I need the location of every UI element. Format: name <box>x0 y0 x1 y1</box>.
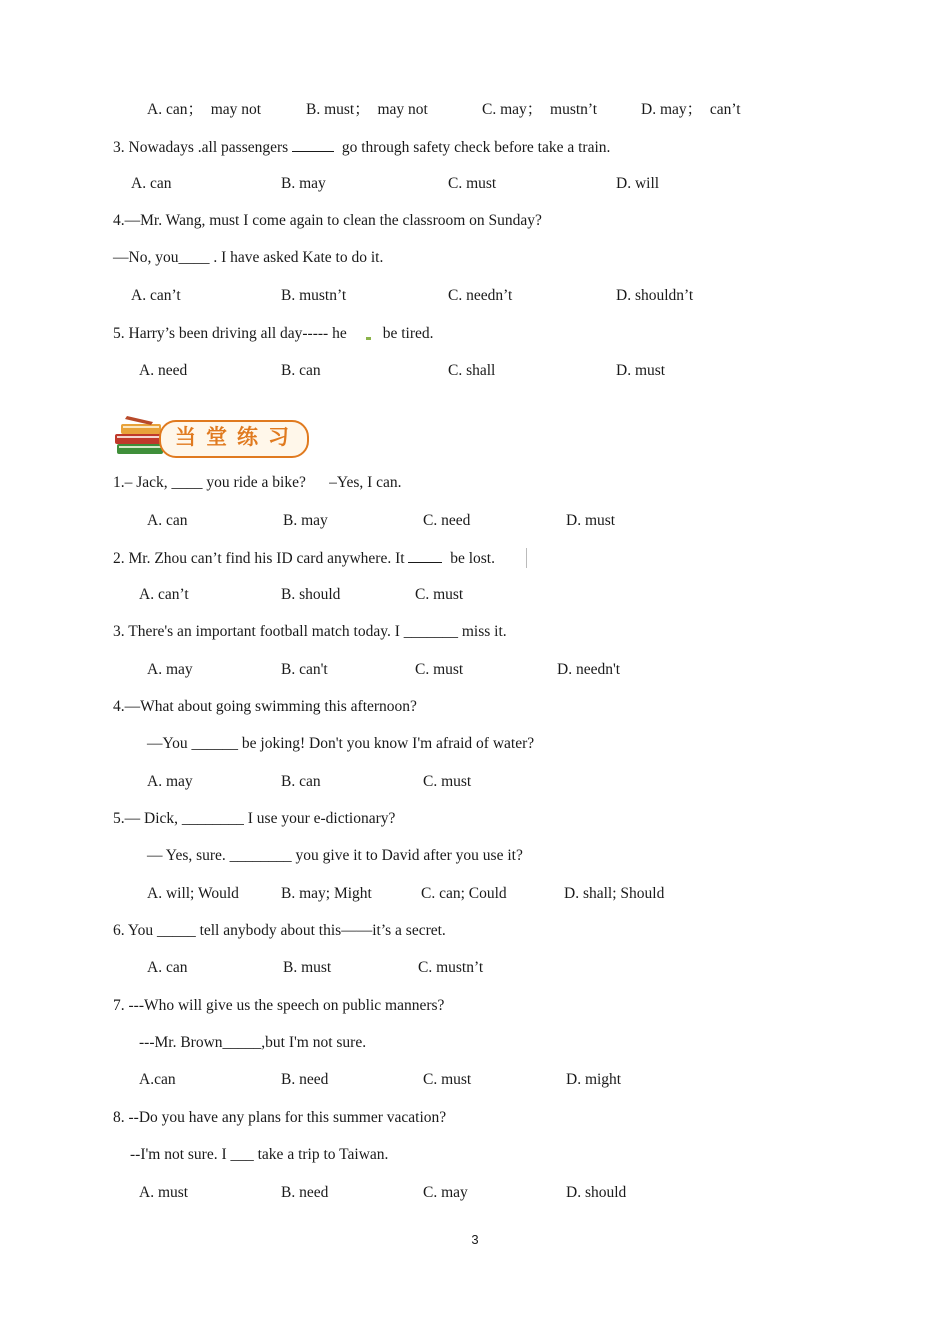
question-stem: 5.— Dick, ________ I use your e-dictionary? <box>113 810 396 827</box>
option-b: B. should <box>281 586 341 603</box>
option-a: A. may <box>147 661 193 678</box>
option-a: A. can； may not <box>147 101 262 118</box>
question-stem: 2. Mr. Zhou can’t find his ID card anywhere. It be lost. <box>113 550 495 567</box>
option-d: D. needn't <box>557 661 621 678</box>
option-b: B. must； may not <box>306 101 428 118</box>
question-stem: 3. Nowadays .all passengers go through safety check before take a train. <box>113 139 611 156</box>
option-a: A. may <box>147 773 193 790</box>
option-a: A. can <box>147 959 188 976</box>
question-response: --I'm not sure. I ___ take a trip to Taiwan. <box>130 1146 389 1163</box>
section-banner <box>113 412 309 462</box>
option-d: D. will <box>616 175 660 192</box>
option-b: B. may; Might <box>281 885 372 902</box>
answer-blank <box>292 137 334 152</box>
option-c: C. must <box>415 586 464 603</box>
question-stem: 4.—Mr. Wang, must I come again to clean the classroom on Sunday? <box>113 212 542 229</box>
option-b: B. can <box>281 362 321 379</box>
option-a: A. can’t <box>139 586 189 603</box>
question-stem: 8. --Do you have any plans for this summer vacation? <box>113 1109 447 1126</box>
question-response: —No, you____ . I have asked Kate to do it. <box>113 249 384 266</box>
question-stem: 7. ---Who will give us the speech on public manners? <box>113 997 445 1014</box>
question-response: —You ______ be joking! Don't you know I'm afraid of water? <box>147 735 535 752</box>
question-stem: 5. Harry’s been driving all day----- he be tired. <box>113 325 434 342</box>
option-b: B. mustn’t <box>281 287 347 304</box>
option-a: A. will; Would <box>147 885 239 902</box>
option-c: C. shall <box>448 362 496 379</box>
question-response: — Yes, sure. ________ you give it to David after you use it? <box>147 847 523 864</box>
option-b: B. can <box>281 773 321 790</box>
option-b: B. may <box>281 175 326 192</box>
option-c: C. may <box>423 1184 468 1201</box>
option-a: A.can <box>139 1071 176 1088</box>
option-d: D. shall; Should <box>564 885 665 902</box>
option-d: D. shouldn’t <box>616 287 694 304</box>
option-d: D. must <box>616 362 666 379</box>
option-c: C. mustn’t <box>418 959 484 976</box>
question-stem: 4.—What about going swimming this afternoon? <box>113 698 417 715</box>
option-c: C. may； mustn’t <box>482 101 598 118</box>
option-c: C. can; Could <box>421 885 507 902</box>
option-b: B. need <box>281 1071 329 1088</box>
mark-dot <box>366 337 371 340</box>
option-c: C. need <box>423 512 471 529</box>
option-c: C. must <box>448 175 497 192</box>
page-number: 3 <box>471 1232 479 1247</box>
banner-title: 当堂练习 <box>175 425 299 449</box>
option-b: B. may <box>283 512 328 529</box>
option-d: D. must <box>566 512 616 529</box>
question-stem: 1.– Jack, ____ you ride a bike? –Yes, I can. <box>113 474 402 491</box>
option-a: A. can’t <box>131 287 181 304</box>
option-c: C. must <box>423 773 472 790</box>
question-stem: 3. There's an important football match today. I _______ miss it. <box>113 623 507 640</box>
option-d: D. may； can’t <box>641 101 741 118</box>
option-c: C. must <box>423 1071 472 1088</box>
cursor-line <box>526 548 527 568</box>
question-stem: 6. You _____ tell anybody about this——it’s a secret. <box>113 922 446 939</box>
option-a: A. can <box>131 175 172 192</box>
option-a: A. can <box>147 512 188 529</box>
option-c: C. must <box>415 661 464 678</box>
option-a: A. must <box>139 1184 189 1201</box>
option-b: B. must <box>283 959 332 976</box>
question-response: ---Mr. Brown_____,but I'm not sure. <box>139 1034 367 1051</box>
answer-blank <box>408 548 442 563</box>
option-d: D. might <box>566 1071 622 1088</box>
option-d: D. should <box>566 1184 627 1201</box>
option-b: B. need <box>281 1184 329 1201</box>
option-a: A. need <box>139 362 188 379</box>
option-b: B. can't <box>281 661 328 678</box>
option-c: C. needn’t <box>448 287 513 304</box>
